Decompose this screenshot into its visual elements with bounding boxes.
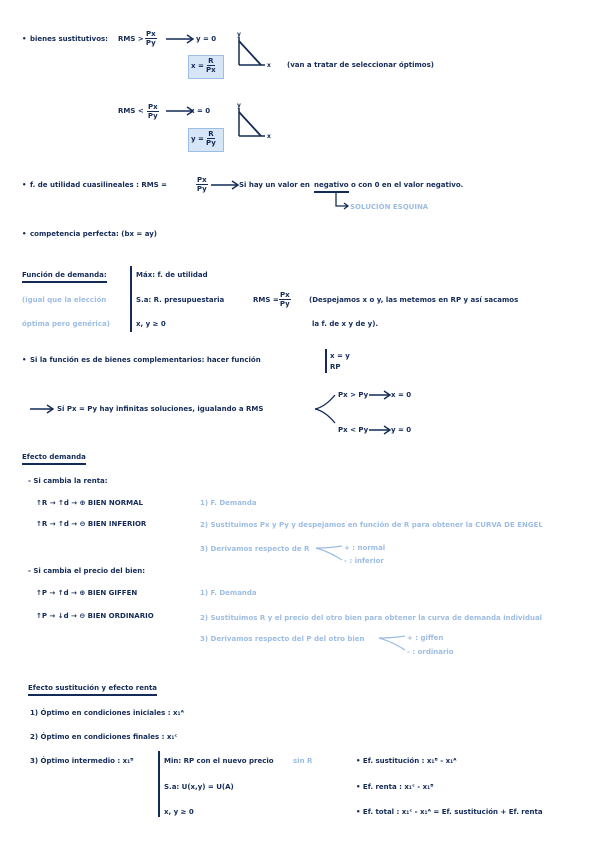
precio-note3: 3) Derivamos respecto del P del otro bien [200,635,365,643]
negativo-word: negativo [314,181,349,193]
branch2: Px < Py [338,426,369,434]
ef-sustitucion: • Ef. sustitución : x₁ᴮ - x₁ᴬ [356,757,457,765]
sa-line: S.a: R. presupuestaria [136,296,225,304]
frac-num: Px [148,103,158,111]
frac-num: R [208,130,214,138]
axis-x-label: x [267,62,271,69]
renta-note2: 2) Sustituimos Px y Py y despejamos en función de R para obtener la CURVA DE ENGEL [200,521,543,529]
frac-den: Px [206,66,216,74]
corner-graph-icon [237,108,267,140]
precio-title: - Si cambia el precio del bien: [28,567,146,575]
arrow-icon [369,390,393,400]
funcion-demanda-title: Función de demanda: [22,271,107,283]
frac-den: Py [145,39,156,47]
precio-giffen: + : giffen [407,634,444,642]
system-bar [158,751,160,817]
renta-row2: ↑R → ↑d → ⊖ BIEN INFERIOR [36,520,147,528]
sustitutos-note: (van a tratar de seleccionar óptimos) [287,61,434,69]
bullet: • [22,35,27,43]
cuasilineal-rest-a: Si hay un valor en [239,181,310,189]
frac-den: Py [147,112,158,120]
branch1-result: x = 0 [391,391,412,399]
arrow-icon [211,180,241,190]
branch1: Px > Py [338,391,369,399]
branch-icon [316,542,346,564]
frac-num: R [208,57,214,65]
frac-den: Py [206,139,216,147]
cuasilineal-text: f. de utilidad cuasilineales : RMS = [30,181,168,189]
r-px-fraction [206,57,216,74]
rms-eq: RMS = [253,296,279,304]
funcion-demanda-sub2: óptima pero genérica) [22,320,110,328]
px-py-fraction [279,291,291,308]
frac-den: Py [196,185,207,193]
optimo2: 2) Óptimo en condiciones finales : x₁ᶜ [30,733,178,741]
demanda-note2: la f. de x y de y). [312,320,379,328]
rms-lt: RMS < [118,107,144,115]
sin-r: sin R [293,757,313,765]
frac-num: Px [146,30,156,38]
frac-den: Py [279,300,290,308]
precio-row2: ↑P → ↓d → ⊖ BIEN ORDINARIO [36,612,154,620]
precio-row1: ↑P → ↑d → ⊕ BIEN GIFFEN [36,589,138,597]
bullet: • [22,230,27,238]
branch-icon [315,391,339,427]
axis-y-label: y [237,102,241,109]
precio-ordinario: - : ordinario [407,648,454,656]
comp-eq2: RP [330,363,341,371]
down-right-arrow-icon [334,192,350,212]
precio-note1: 1) F. Demanda [200,589,257,597]
bullet: • [22,356,27,364]
frac-num: Px [280,291,290,299]
xy-nonneg: x, y ≥ 0 [164,808,194,816]
y-zero: y = 0 [196,35,217,43]
r-py-fraction [206,130,216,147]
optimo3: 3) Óptimo intermedio : x₁ᴮ [30,757,134,765]
ef-renta: • Ef. renta : x₁ᶜ - x₁ᴮ [356,783,434,791]
efecto-demanda-title: Efecto demanda [22,453,86,465]
competencia-text: competencia perfecta: (bx = ay) [30,230,157,238]
arrow-icon [166,34,196,44]
efecto-sust-title: Efecto sustitución y efecto renta [28,684,157,696]
y-equals: y = [191,135,204,143]
arrow-icon [369,425,393,435]
branch2-result: y = 0 [391,426,412,434]
arrow-icon [30,404,56,414]
min-line: Min: RP con el nuevo precio [164,757,274,765]
comp-eq1: x = y [330,352,350,360]
system-bar [325,349,327,373]
xy-nonneg: x, y ≥ 0 [136,320,166,328]
branch-icon [379,632,409,654]
rms-gt: RMS > [118,35,144,43]
demanda-note1: (Despejamos x o y, las metemos en RP y así sacamos [309,296,519,304]
renta-note1: 1) F. Demanda [200,499,257,507]
sa-line: S.a: U(x,y) = U(A) [164,783,234,791]
solucion-esquina: SOLUCIÓN ESQUINA [350,203,429,211]
renta-note3: 3) Derivamos respecto de R [200,545,310,553]
px-py-fraction [147,103,159,120]
system-bar [130,266,132,332]
renta-title: - Si cambia la renta: [28,477,108,485]
sustitutos-title: bienes sustitutivos: [30,35,108,43]
renta-normal: + : normal [344,544,386,552]
infinitas-text: Si Px = Py hay infinitas soluciones, igualando a RMS [57,405,264,413]
cuasilineal-rest-b: o con 0 en el valor negativo. [351,181,464,189]
px-py-fraction [196,176,208,193]
corner-graph-icon [237,37,267,69]
renta-inferior: - : inferior [344,557,384,565]
optimo1: 1) Óptimo en condiciones iniciales : x₁ᴬ [30,709,184,717]
x-equals: x = [191,62,204,70]
frac-num: Px [197,176,207,184]
ef-total: • Ef. total : x₁ᶜ - x₁ᴬ = Ef. sustitución + Ef. renta [356,808,543,816]
axis-x-label: x [267,133,271,140]
axis-y-label: y [237,31,241,38]
complementarios-text: Si la función es de bienes complementarios: hacer función [30,356,261,364]
px-py-fraction [145,30,157,47]
renta-row1: ↑R → ↑d → ⊕ BIEN NORMAL [36,499,143,507]
precio-note2: 2) Sustituimos R y el precio del otro bien para obtener la curva de demanda individual [200,614,543,622]
funcion-demanda-sub1: (igual que la elección [22,296,107,304]
max-line: Máx: f. de utilidad [136,271,208,279]
x-zero: x = 0 [190,107,211,115]
bullet: • [22,181,27,189]
